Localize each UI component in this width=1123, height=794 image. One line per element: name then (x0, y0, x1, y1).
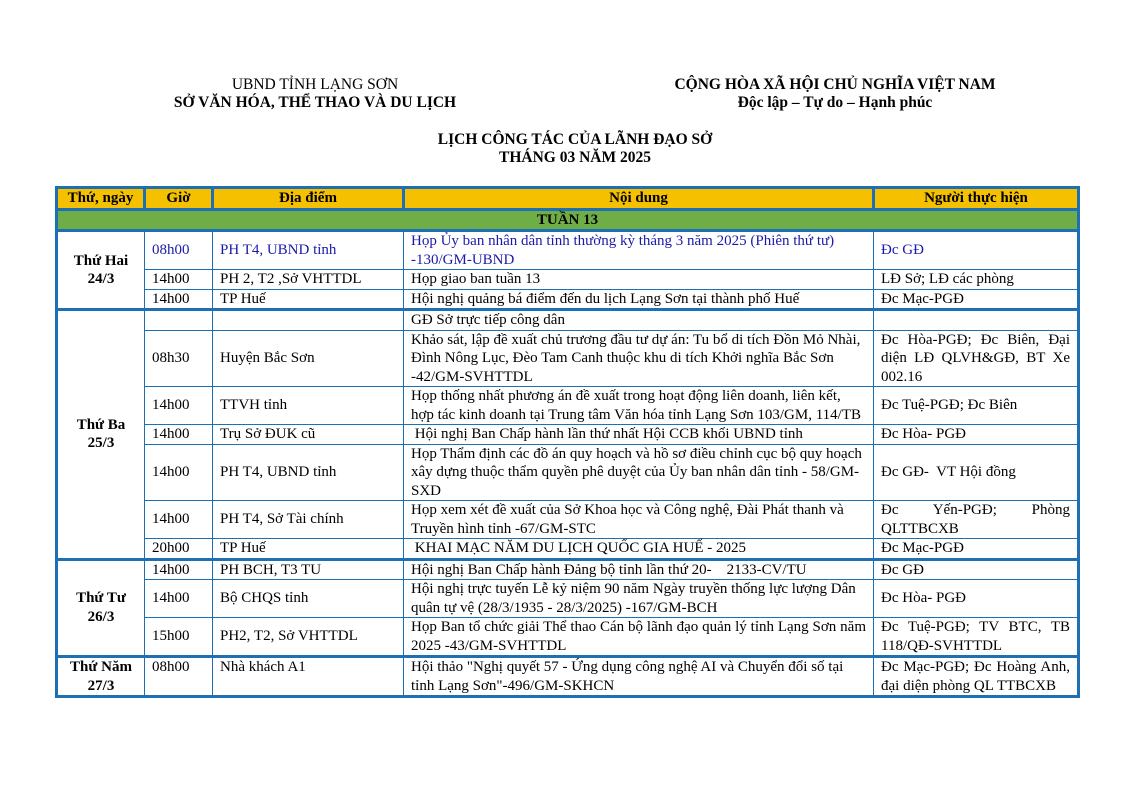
col-header-time: Giờ (145, 188, 213, 210)
person-cell: Đc GĐ (874, 559, 1079, 580)
table-row (57, 618, 1079, 657)
person-cell: Đc Yến-PGĐ; Phòng QLTTBCXB (874, 501, 1079, 539)
table-row (57, 387, 1079, 425)
time-cell: 20h00 (145, 539, 213, 560)
table-row (57, 310, 1079, 331)
content-cell: Hội nghị quảng bá điểm đến du lịch Lạng Sơn tại thành phố Huế (404, 289, 874, 310)
place-cell: Nhà khách A1 (213, 657, 404, 697)
content-cell: Họp xem xét đề xuất của Sở Khoa học và Công nghệ, Đài Phát thanh và Truyền hình tỉnh -67/GM-STC (404, 501, 874, 539)
table-header-row (57, 188, 1079, 210)
person-cell: Đc Tuệ-PGĐ; TV BTC, TB 118/QĐ-SVHTTDL (874, 618, 1079, 657)
time-cell: 08h00 (145, 231, 213, 270)
place-cell: TP Huế (213, 289, 404, 310)
document-title (0, 131, 1123, 167)
time-cell: 14h00 (145, 444, 213, 501)
person-cell: Đc GĐ (874, 231, 1079, 270)
document-title-line2: THÁNG 03 NĂM 2025 (499, 149, 651, 166)
table-row (57, 425, 1079, 445)
content-cell: GĐ Sở trực tiếp công dân (404, 310, 874, 331)
national-motto: Độc lập – Tự do – Hạnh phúc (737, 94, 933, 111)
time-cell: 08h30 (145, 330, 213, 387)
place-cell: TP Huế (213, 539, 404, 560)
table-row (57, 289, 1079, 310)
content-cell: Họp giao ban tuần 13 (404, 270, 874, 290)
time-cell: 15h00 (145, 618, 213, 657)
place-cell: PH T4, Sở Tài chính (213, 501, 404, 539)
person-cell: Đc GĐ- VT Hội đồng (874, 444, 1079, 501)
place-cell: TTVH tỉnh (213, 387, 404, 425)
place-cell: Trụ Sở ĐUK cũ (213, 425, 404, 445)
table-row (57, 657, 1079, 697)
content-cell: Hội nghị trực tuyến Lễ kỷ niệm 90 năm Ngày truyền thống lực lượng Dân quân tự vệ (28/3/1935 - 28/3/2025) -167/GM-BCH (404, 580, 874, 618)
content-cell: Khảo sát, lập đề xuất chủ trương đầu tư dự án: Tu bổ di tích Đồn Mỏ Nhài, Đình Nông Lục, Đèo Tam Canh thuộc khu di tích Khởi nghĩa Bắc Sơn -42/GM-SVHTTDL (404, 330, 874, 387)
day-cell (57, 231, 145, 310)
place-cell: Bộ CHQS tỉnh (213, 580, 404, 618)
content-cell: Hội nghị Ban Chấp hành lần thứ nhất Hội CCB khối UBND tỉnh (404, 425, 874, 445)
time-cell: 14h00 (145, 559, 213, 580)
national-header (640, 76, 1030, 112)
person-cell: Đc Hòa-PGĐ; Đc Biên, Đại diện LĐ QLVH&GĐ, BT Xe 002.16 (874, 330, 1079, 387)
day-date: 27/3 (87, 677, 115, 694)
person-cell: Đc Tuệ-PGĐ; Đc Biên (874, 387, 1079, 425)
day-cell (57, 559, 145, 657)
place-cell: PH T4, UBND tỉnh (213, 444, 404, 501)
day-date: 26/3 (87, 608, 115, 625)
place-cell: Huyện Bắc Sơn (213, 330, 404, 387)
content-cell: KHAI MẠC NĂM DU LỊCH QUỐC GIA HUẾ - 2025 (404, 539, 874, 560)
time-cell: 14h00 (145, 387, 213, 425)
col-header-day: Thứ, ngày (57, 188, 145, 210)
week-label: TUẦN 13 (57, 209, 1079, 231)
person-cell: Đc Hòa- PGĐ (874, 425, 1079, 445)
content-cell: Họp Ban tổ chức giải Thể thao Cán bộ lãnh đạo quản lý tỉnh Lạng Sơn năm 2025 -43/GM-SVHTTDL (404, 618, 874, 657)
place-cell: PH BCH, T3 TU (213, 559, 404, 580)
day-name: Thứ Hai (73, 252, 129, 269)
table-row (57, 580, 1079, 618)
table-row (57, 231, 1079, 270)
person-cell (874, 310, 1079, 331)
day-name: Thứ Năm (70, 659, 132, 675)
issuer-header (120, 76, 510, 112)
time-cell: 14h00 (145, 501, 213, 539)
place-cell: PH2, T2, Sở VHTTDL (213, 618, 404, 657)
issuer-department: SỞ VĂN HÓA, THỂ THAO VÀ DU LỊCH (173, 94, 457, 111)
content-cell: Hội thảo "Nghị quyết 57 - Ứng dụng công nghệ AI và Chuyển đổi số tại tỉnh Lạng Sơn"-496/GM-SKHCN (404, 657, 874, 697)
schedule-table (55, 186, 1080, 698)
time-cell: 14h00 (145, 580, 213, 618)
time-cell: 14h00 (145, 289, 213, 310)
time-cell: 14h00 (145, 425, 213, 445)
table-row (57, 330, 1079, 387)
person-cell: LĐ Sở; LĐ các phòng (874, 270, 1079, 290)
time-cell (145, 310, 213, 331)
issuer-province: UBND TỈNH LẠNG SƠN (231, 76, 399, 93)
content-cell: Họp Ủy ban nhân dân tỉnh thường kỳ tháng 3 năm 2025 (Phiên thứ tư) -130/GM-UBND (404, 231, 874, 270)
time-cell: 14h00 (145, 270, 213, 290)
table-row (57, 559, 1079, 580)
table-row (57, 270, 1079, 290)
col-header-person: Người thực hiện (874, 188, 1079, 210)
col-header-content: Nội dung (404, 188, 874, 210)
day-date: 25/3 (87, 435, 115, 452)
day-date: 24/3 (87, 271, 115, 287)
content-cell: Hội nghị Ban Chấp hành Đảng bộ tỉnh lần thứ 20- 2133-CV/TU (404, 559, 874, 580)
person-cell: Đc Mạc-PGĐ; Đc Hoàng Anh, đại diện phòng QL TTBCXB (874, 657, 1079, 697)
week-row (57, 209, 1079, 231)
place-cell (213, 310, 404, 331)
day-name: Thứ Ba (76, 416, 126, 433)
national-title: CỘNG HÒA XÃ HỘI CHỦ NGHĨA VIỆT NAM (674, 76, 996, 93)
place-cell: PH 2, T2 ,Sở VHTTDL (213, 270, 404, 290)
col-header-place: Địa điểm (213, 188, 404, 210)
time-cell: 08h00 (145, 657, 213, 697)
day-cell (57, 657, 145, 697)
person-cell: Đc Mạc-PGĐ (874, 289, 1079, 310)
person-cell: Đc Hòa- PGĐ (874, 580, 1079, 618)
place-cell: PH T4, UBND tỉnh (213, 231, 404, 270)
day-name: Thứ Tư (76, 590, 126, 607)
content-cell: Họp Thẩm định các đồ án quy hoạch và hồ sơ điều chỉnh cục bộ quy hoạch xây dựng thuộc thẩm quyền phê duyệt của Ủy ban nhân dân tỉnh - 58/GM-SXD (404, 444, 874, 501)
day-cell (57, 310, 145, 560)
content-cell: Họp thống nhất phương án đề xuất trong hoạt động liên doanh, liên kết, hợp tác kinh doanh tại Trung tâm Văn hóa tỉnh Lạng Sơn 103/GM, 114/TB (404, 387, 874, 425)
table-row (57, 501, 1079, 539)
document-title-line1: LỊCH CÔNG TÁC CỦA LÃNH ĐẠO SỞ (437, 131, 713, 148)
table-row (57, 444, 1079, 501)
person-cell: Đc Mạc-PGĐ (874, 539, 1079, 560)
table-row (57, 539, 1079, 560)
